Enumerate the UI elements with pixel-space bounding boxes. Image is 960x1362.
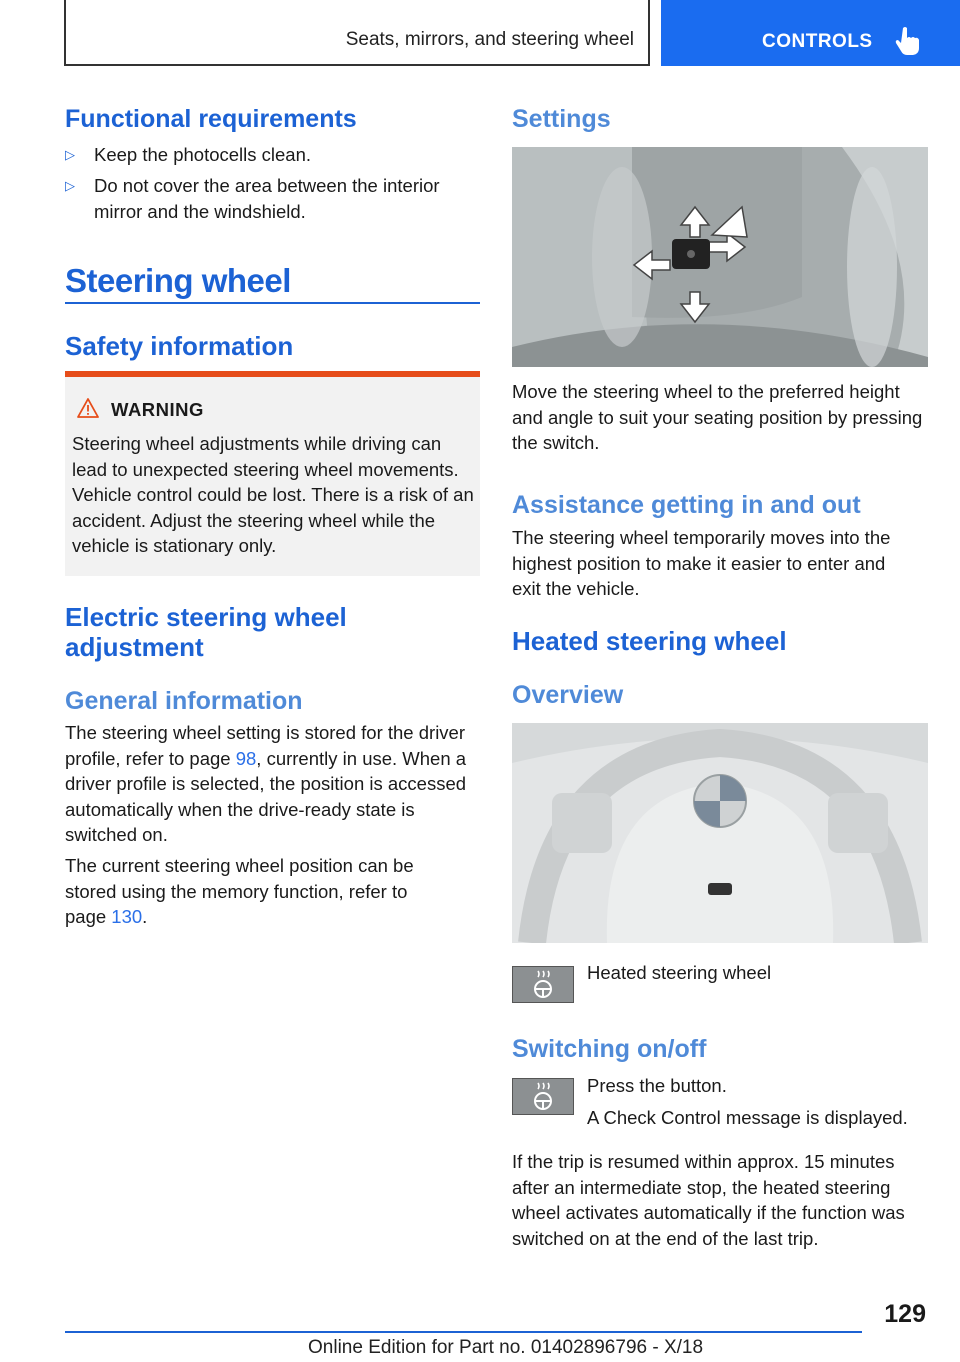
list-item (65, 173, 484, 224)
heated-steering-wheel-icon (513, 967, 573, 1002)
pointing-hand-icon (895, 26, 921, 56)
text-run: The steering wheel setting is stored for the driver profile, refer to page (65, 722, 465, 769)
heated-steering-wheel-heading: Heated steering wheel (512, 626, 787, 656)
footer-edition: Online Edition for Part no. 01402896796 - X/18 (308, 1337, 704, 1358)
footer-rule (65, 1331, 862, 1333)
heated-steering-button[interactable] (512, 966, 574, 1003)
bullet-text: Do not cover the area between the interior mirror and the windshield. (94, 175, 440, 222)
page-link-130[interactable]: 130 (111, 906, 143, 927)
warning-bar (65, 371, 480, 377)
general-paragraph-1 (65, 720, 483, 848)
steering-wheel-heading: Steering wheel (65, 262, 291, 299)
text-run: The current steering wheel position can be stored using the memory function, refer to page (65, 855, 414, 927)
functional-requirements-heading: Functional requirements (65, 105, 357, 133)
press-button-text: Press the button. (587, 1075, 727, 1096)
steering-wheel-photo (512, 723, 928, 943)
assistance-paragraph: The steering wheel temporarily moves into the highest position to make it easier to enter and exit the vehicle. (512, 527, 891, 599)
switching-heading: Switching on/off (512, 1035, 707, 1063)
warning-body: Steering wheel adjustments while driving can lead to unexpected steering wheel movements. Vehicle control could be lost. There is a risk of an accident. Adjust the steering wheel while the vehicle is stationary only. (72, 433, 474, 556)
settings-heading: Settings (512, 105, 611, 133)
list-item (65, 142, 509, 168)
bullet-text: Keep the photocells clean. (94, 144, 312, 165)
page-number: 129 (884, 1300, 926, 1328)
steering-adjust-illustration (512, 147, 928, 367)
settings-paragraph: Move the steering wheel to the preferred height and angle to suit your seating position by pressing the switch. (512, 381, 923, 453)
controls-tab[interactable] (661, 0, 960, 66)
electric-adjustment-heading: Electric steering wheel adjustment (65, 602, 347, 662)
warning-box (65, 371, 480, 576)
heated-button-caption: Heated steering wheel (587, 962, 772, 983)
steering-wheel-illustration (512, 723, 928, 943)
trip-paragraph: If the trip is resumed within approx. 15 minutes after an intermediate stop, the heated steering wheel activates automatically if the function was switched on at the end of the last trip. (512, 1151, 905, 1249)
steering-switch-photo (512, 147, 928, 367)
heated-steering-wheel-icon (513, 1079, 573, 1114)
safety-information-heading: Safety information (65, 331, 294, 361)
header-section-title: Seats, mirrors, and steering wheel (345, 29, 634, 50)
text-run: , currently in use. When a driver profile is selected, the position is accessed automatically when the drive-ready state is switched on. (65, 747, 467, 845)
assistance-heading: Assistance getting in and out (512, 491, 861, 519)
triangle-bullet-icon: ▷ (65, 178, 75, 193)
warning-title: WARNING (111, 399, 204, 420)
overview-heading: Overview (512, 681, 624, 709)
triangle-bullet-icon: ▷ (65, 147, 75, 162)
heated-steering-button-2[interactable] (512, 1078, 574, 1115)
check-control-text: A Check Control message is displayed. (587, 1107, 908, 1128)
page-link-98[interactable]: 98 (235, 747, 257, 769)
heading-underline (65, 302, 480, 304)
controls-tab-label: CONTROLS (762, 31, 873, 52)
warning-triangle-icon (77, 398, 99, 418)
general-information-heading: General information (65, 687, 303, 715)
general-paragraph-2 (65, 853, 445, 930)
text-run: . (142, 906, 148, 927)
